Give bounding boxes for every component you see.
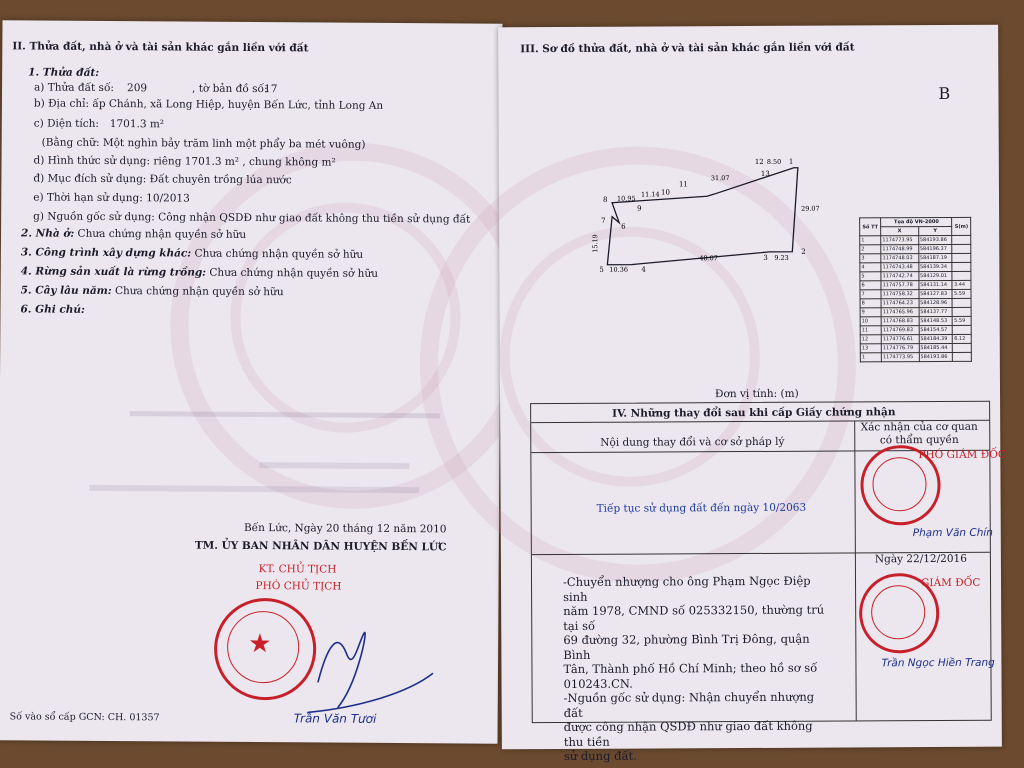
area-value: 1701.3 m² [109,118,165,131]
coord-cell: 584139.34 [918,262,952,271]
coord-cell: 1174748.99 [881,245,919,254]
coord-cell: 3.44 [952,280,971,289]
coord-header-s: S(m) [952,217,971,235]
change-2-line: được công nhận QSDĐ như giao đất không thu tiền [563,718,813,749]
item-perennial [21,284,284,299]
coord-cell: 584193.86 [919,352,953,361]
item-house-value: Chưa chứng nhận quyền sở hữu [77,227,247,241]
change-2-line: năm 1978, CMND số 025332150, thường trú tại số [563,602,825,633]
cert-number: Số vào sổ cấp GCN: CH. 01357 [9,711,160,724]
lot-heading: 1. Thửa đất: [28,66,100,79]
coord-cell: 1174768.83 [881,317,919,326]
coord-cell: 584184.39 [919,334,953,343]
coord-cell: 1174742.74 [881,272,919,281]
changes-title: IV. Những thay đổi sau khi cấp Giấy chứng nhận [612,406,896,420]
coord-cell: 1174748.03 [881,254,919,263]
item-forest [21,265,378,280]
item-forest-label: 4. Rừng sản xuất là rừng trồng: [20,265,207,279]
change-2-line: Tân, Thành phố Hồ Chí Minh; theo hồ sơ số [563,660,818,676]
edge-label: 9.23 [774,253,789,262]
item-house [21,227,246,242]
edge-label: 15.19 [591,234,600,253]
changes-column-divider [854,420,857,720]
coord-cell: 1174769.83 [881,326,919,335]
faded-text-line [259,462,409,469]
coord-cell [952,271,971,280]
item-house-label: 2. Nhà ở: [20,227,75,240]
coord-cell: 10 [860,317,881,326]
right-section-title: III. Sơ đồ thửa đất, nhà ở và tài sản khác gắn liền với đất [520,41,855,56]
change-2-details [563,574,834,764]
coord-cell: 1174773.95 [881,236,919,245]
signature-name: Trần Văn Tươi [293,711,377,726]
item-perennial-label: 5. Cây lâu năm: [20,284,112,298]
coord-cell: 5.59 [953,316,972,325]
coord-table-title: Tọa độ VN-2000 [881,217,952,226]
lot-number-label: a) Thửa đất số: [34,81,114,95]
official-seal-icon: ★ [214,598,317,701]
coord-cell: 1174764.23 [881,299,919,308]
plot-point-12: 12 [754,157,764,166]
right-page [498,25,1006,763]
signature-scribble-icon [298,612,439,723]
plot-point-5: 5 [599,265,604,274]
change-2-role: GIÁM ĐỐC [920,576,981,590]
coord-cell: 1174773.95 [881,353,919,362]
plot-point-8: 8 [602,195,608,204]
area-label: c) Diện tích: [33,117,100,130]
change-2-line: 010243.CN. [563,676,633,691]
plot-point-1: 1 [788,157,794,166]
coord-cell: 5.59 [952,289,971,298]
plot-point-13: 13 [760,169,770,178]
change-1-role: PHÓ GIÁM ĐỐC [918,448,1006,462]
coord-cell: 5 [860,272,881,281]
coord-cell [953,325,972,334]
coord-header-x: X [881,227,919,236]
coord-cell [953,343,972,352]
coord-cell: 584185.44 [919,343,953,352]
plot-point-4: 4 [641,265,646,274]
coord-cell: 1174758.32 [881,290,919,299]
unit-label: Đơn vị tính: (m) [715,387,799,401]
coordinate-table [859,217,972,363]
coord-cell: 584196.37 [918,244,952,253]
edge-label: 10.36 [609,265,629,274]
item-perennial-value: Chưa chứng nhận quyền sở hữu [114,285,284,299]
coord-cell: 8 [860,299,881,308]
item-notes-label: 6. Ghi chú: [20,303,85,316]
coord-cell [953,298,972,307]
item-notes [20,303,84,316]
item-construction-label: 3. Công trình xây dựng khác: [20,246,192,260]
change-2-date: Ngày 22/12/2016 [874,552,967,566]
coord-cell: 584137.77 [919,307,953,316]
item-construction [21,246,363,261]
faded-text-line [130,411,440,418]
plot-point-11: 11 [678,180,688,189]
coord-cell: 11 [860,326,881,335]
changes-col-authority: Xác nhận của cơ quan có thẩm quyền [860,420,978,447]
coord-cell: 1174757.78 [881,281,919,290]
change-2-line: 69 đường 32, phường Bình Trị Đông, quận Bình [563,631,810,662]
coord-row [860,352,971,362]
change-2-name: Trần Ngọc Hiền Trang [881,656,995,670]
signature-role-2: PHÓ CHỦ TỊCH [255,580,342,593]
usage-purpose: đ) Mục đích sử dụng: Đất chuyên trồng lúa nước [33,172,292,187]
changes-col-content: Nội dung thay đổi và cơ sở pháp lý [600,435,785,449]
change-1-name: Phạm Văn Chín [912,526,993,540]
plot-point-9: 9 [637,204,642,213]
coord-header-no: Số TT [860,218,881,236]
usage-form: d) Hình thức sử dụng: riêng 1701.3 m² , chung không m² [33,154,336,169]
edge-label: 29.07 [801,204,820,213]
coord-cell: 1174776.79 [881,344,919,353]
map-sheet-label: , tờ bản đồ số: [192,82,268,96]
coord-cell: 6 [860,281,881,290]
coord-cell: 1 [860,353,881,362]
edge-label: 10.95 [616,194,636,203]
coord-cell [953,352,972,361]
edge-label: 11.14 [640,190,660,199]
coord-cell: 584193.86 [918,235,952,244]
coord-cell: 4 [860,263,881,272]
item-forest-value: Chưa chứng nhận quyền sở hữu [209,266,379,280]
edge-label: 31.07 [710,174,730,183]
coord-cell [952,253,971,262]
map-sheet-value: 17 [264,83,278,96]
coord-cell: 584128.96 [919,298,953,307]
coord-cell: 12 [860,335,881,344]
edge-label: 48.07 [699,254,718,263]
faded-text-line [89,485,419,493]
change-2-line: -Chuyển nhượng cho ông Phạm Ngọc Điệp sinh [562,573,811,604]
coord-cell: 584187.19 [918,253,952,262]
coord-cell: 584131.14 [919,280,953,289]
coord-cell: 13 [860,344,881,353]
signature-org: TM. ỦY BAN NHÂN DÂN HUYỆN BẾN LỨC [194,539,447,554]
edge-label: 8.50 [766,157,782,166]
coord-cell: 584127.83 [919,289,953,298]
coord-cell [952,244,971,253]
usage-term: e) Thời hạn sử dụng: 10/2013 [33,191,190,205]
change-2-line: -Nguồn gốc sử dụng: Nhận chuyển nhượng đất [563,689,815,720]
plot-point-3: 3 [763,253,768,262]
usage-origin: g) Nguồn gốc sử dụng: Công nhận QSDĐ như giao đất không thu tiền sử dụng đất [33,210,471,226]
change-2-line: sử dụng đất. [563,748,637,763]
coord-cell [952,235,971,244]
coord-cell [952,262,971,271]
coord-cell: 584129.01 [918,271,952,280]
coord-cell: 1 [860,236,881,245]
lot-address: b) Địa chỉ: ấp Chánh, xã Long Hiệp, huyện Bến Lức, tỉnh Long An [33,97,384,112]
coord-cell [953,307,972,316]
area-in-words: (Bằng chữ: Một nghìn bảy trăm linh một phẩy ba mét vuông) [41,136,366,151]
plot-point-10: 10 [660,188,670,197]
change-entry-1: Tiếp tục sử dụng đất đến ngày 10/2063 [596,501,807,515]
left-section-title: II. Thửa đất, nhà ở và tài sản khác gắn liền với đất [12,40,309,55]
lot-number-value: 209 [127,82,148,95]
coord-cell: 3 [860,254,881,263]
coord-cell: 6.12 [953,334,972,343]
plot-point-6: 6 [621,222,626,231]
signature-role-1: KT. CHỦ TỊCH [258,563,337,576]
signature-place-date: Bến Lức, Ngày 20 tháng 12 năm 2010 [243,521,447,536]
plot-point-2: 2 [801,247,806,256]
coord-cell: 584148.53 [919,316,953,325]
coord-cell: 2 [860,245,881,254]
coord-cell: 9 [860,308,881,317]
item-construction-value: Chưa chứng nhận quyền sở hữu [194,247,364,261]
coord-header-y: Y [918,226,952,235]
coord-cell: 7 [860,290,881,299]
coord-cell: 1174765.96 [881,308,919,317]
north-mark: B [938,83,951,104]
coord-cell: 1174776.61 [881,335,919,344]
plot-diagram [589,156,820,277]
coord-cell: 1174743.48 [881,263,919,272]
plot-point-7: 7 [601,216,606,225]
coord-cell: 584154.57 [919,325,953,334]
